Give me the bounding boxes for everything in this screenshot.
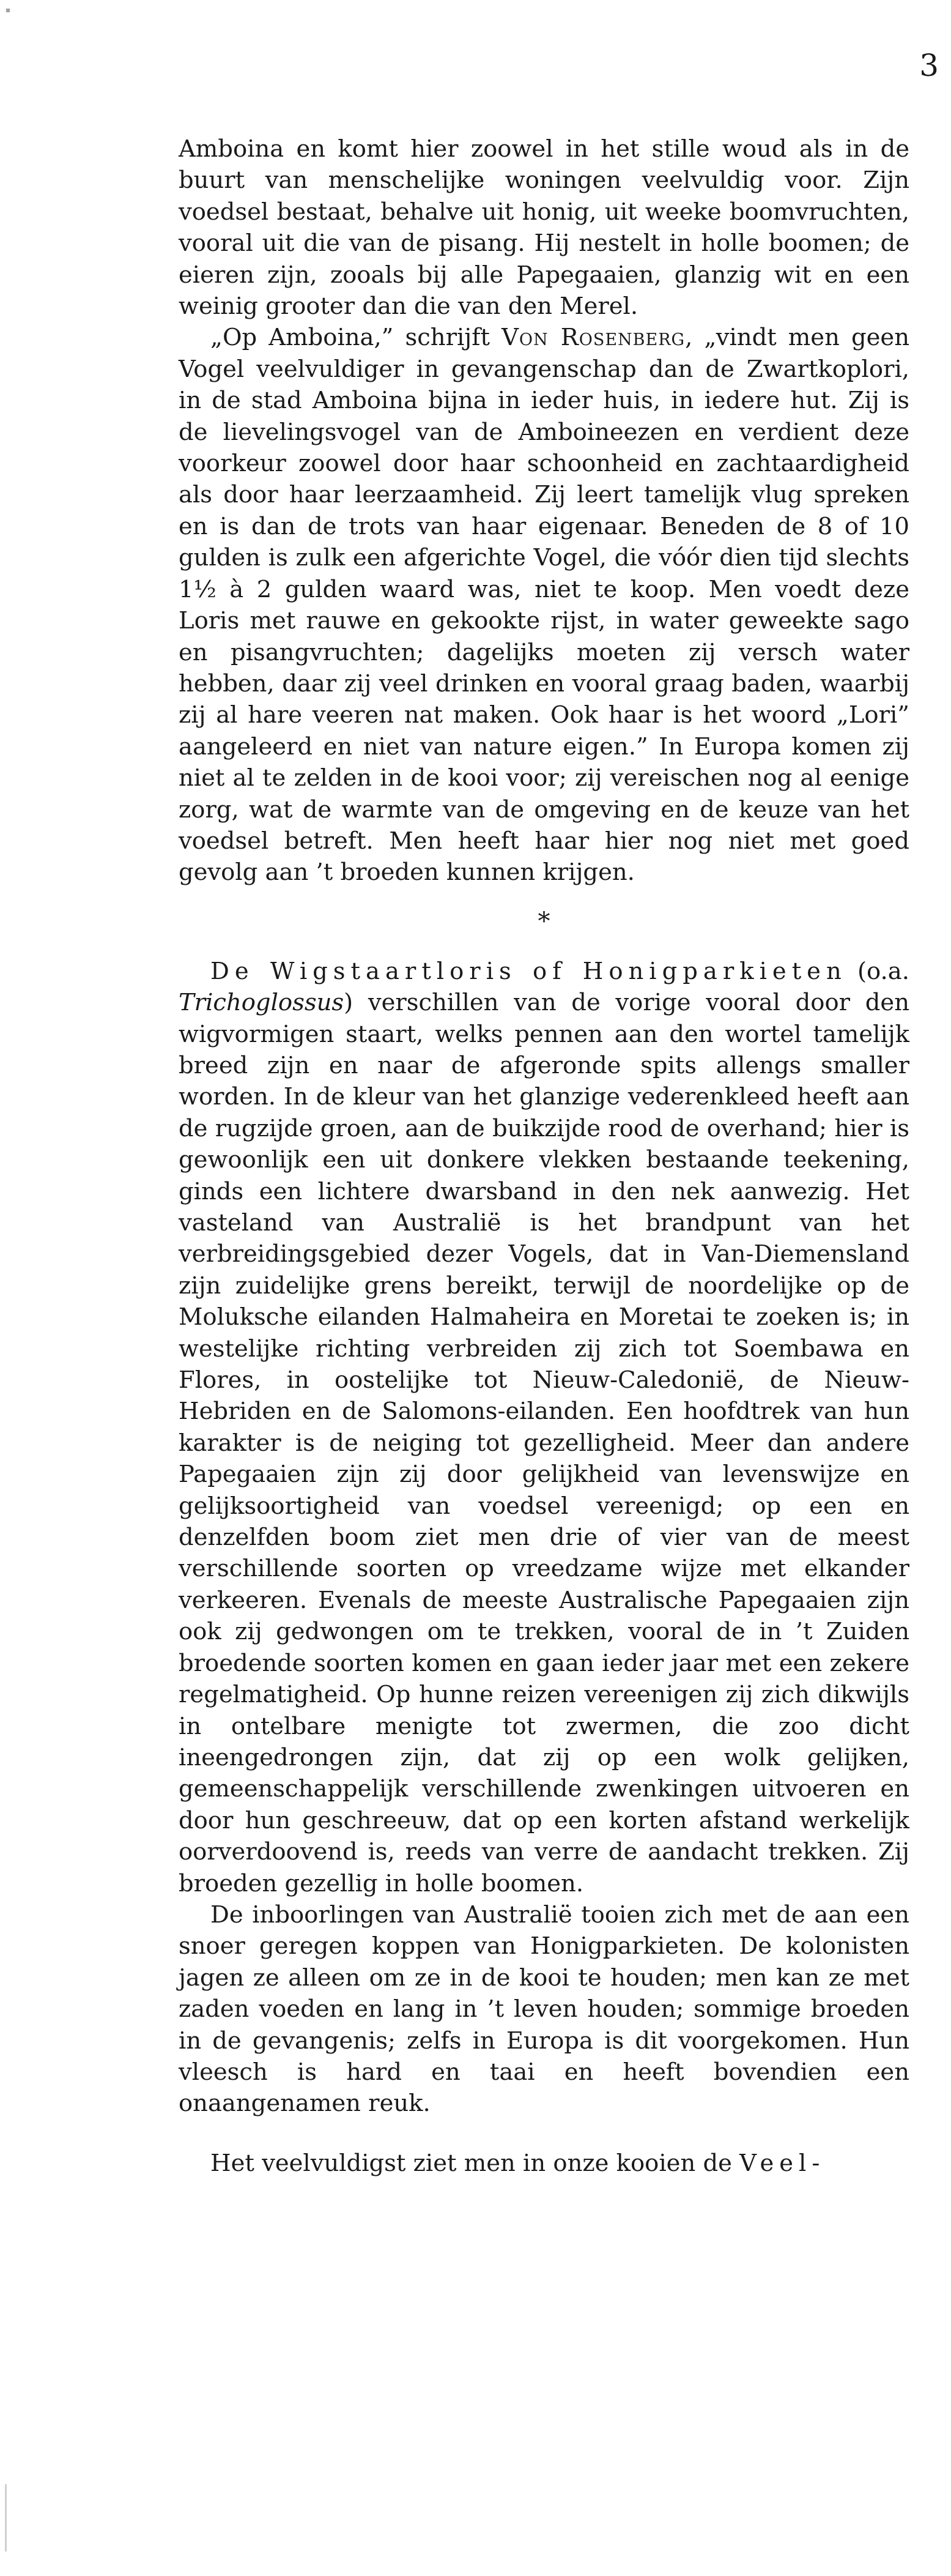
paragraph-wigstaartloris xyxy=(179,956,909,1899)
paragraph-veelvuldigst xyxy=(179,2148,909,2179)
section-separator: * xyxy=(538,907,550,936)
species-term: De Wigstaartloris of Honigparkieten xyxy=(210,957,847,985)
page-number: 3 xyxy=(919,48,939,83)
paren-open: (o.a. xyxy=(846,957,909,985)
paragraph-inboorlingen: De inboorlingen van Australië tooien zich met de aan een snoer geregen koppen van Honigparkieten. De kolonisten jagen ze alleen om ze in de kooi te houden; men kan ze met zaden voeden en lang in ’t leven houden; sommige broeden in de gevangenis; zelfs in Europa is dit voorgekomen. Hun vleesch is hard en taai en heeft bovendien een onaangenamen reuk. xyxy=(179,1900,909,2118)
paragraph-rest: ) verschillen van de vorige vooral door den wigvormigen staart, welks pennen aan den wortel tamelijk breed zijn en naar de afgeronde spits allengs smaller worden. In de kleur van het glanzige vederenkleed heeft aan de rugzijde groen, aan de buikzijde rood de overhand; hier is gewoonlijk een uit donkere vlekken bestaande teekening, ginds een lichtere dwarsband in den nek aanwezig. Het vasteland van Australië is het brandpunt van het verbreidingsgebied dezer Vogels, dat in Van-Diemensland zijn zuidelijke grens bereikt, terwijl de noordelijke op de Moluksche eilanden Halmaheira en Moretai te zoeken is; in westelijke richting verbreiden zij zich tot Soembawa en Flores, in oostelijke tot Nieuw-Caledonië, de Nieuw-Hebriden en de Salomons-eilanden. Een hoofdtrek van hun karakter is de neiging tot gezelligheid. Meer dan andere Papegaaien zijn zij door gelijkheid van levenswijze en gelijksoortigheid van voedsel vereenigd; op een en denzelfden boom ziet men drie of vier van de meest verschillende soorten op vreedzame wijze met elkander verkeeren. Evenals de meeste Australische Papegaaien zijn ook zij gedwongen om te trekken, vooral de in ’t Zuiden broedende soorten komen en gaan ieder jaar met een zekere regelmatigheid. Op hunne reizen vereenigen zij zich dikwijls in ontelbare menigte tot zwermen, die zoo dicht ineengedrongen zijn, dat zij op een wolk gelijken, gemeenschappelijk verschillende zwenkingen uitvoeren en door hun geschreeuw, dat op een korten afstand werkelijk oorverdoovend is, reeds van verre de aandacht trekken. Zij broeden gezellig in holle boomen. xyxy=(179,989,909,1897)
author-name: Von Rosenberg xyxy=(501,324,686,352)
scan-mark-top-left xyxy=(6,9,10,12)
scan-mark-bottom-left xyxy=(5,2484,7,2552)
paragraph-text: Het veelvuldigst ziet men in onze kooien de xyxy=(210,2149,740,2177)
spaced-word: Veel- xyxy=(739,2149,826,2177)
text-column xyxy=(179,133,909,2179)
genus-name: Trichoglossus xyxy=(179,989,344,1017)
paragraph-quote-rosenberg xyxy=(179,322,909,888)
quote-opening: „Op Amboina,” schrijft xyxy=(210,324,502,352)
quote-rest: , „vindt men geen Vogel veelvuldiger in gevangenschap dan de Zwartkoplori, in de stad Amboina bijna in ieder huis, in iedere hut. Zij is de lievelingsvogel van de Amboineezen en verdient deze voorkeur zoowel door haar schoonheid en zachtaardigheid als door haar leerzaamheid. Zij leert tamelijk vlug spreken en is dan de trots van haar eigenaar. Beneden de 8 of 10 gulden is zulk een afgerichte Vogel, die vóór dien tijd slechts 1½ à 2 gulden waard was, niet te koop. Men voedt deze Loris met rauwe en gekookte rijst, in water geweekte sago en pisangvruchten; dagelijks moeten zij versch water hebben, daar zij veel drinken en vooral graag baden, waarbij zij al hare veeren nat maken. Ook haar is het woord „Lori” aangeleerd en niet van nature eigen.” In Europa komen zij niet al te zelden in de kooi voor; zij vereischen nog al eenige zorg, wat de warmte van de omgeving en de keuze van het voedsel betreft. Men heeft haar hier nog niet met goed gevolg aan ’t broeden kunnen krijgen. xyxy=(179,324,909,887)
paragraph-amboina: Amboina en komt hier zoowel in het stille woud als in de buurt van menschelijke woningen veelvuldig voor. Zijn voedsel bestaat, behalve uit honig, uit weeke boomvruchten, vooral uit die van de pisang. Hij nestelt in holle boomen; de eieren zijn, zooals bij alle Papegaaien, glanzig wit en een weinig grooter dan die van den Merel. xyxy=(179,135,909,321)
